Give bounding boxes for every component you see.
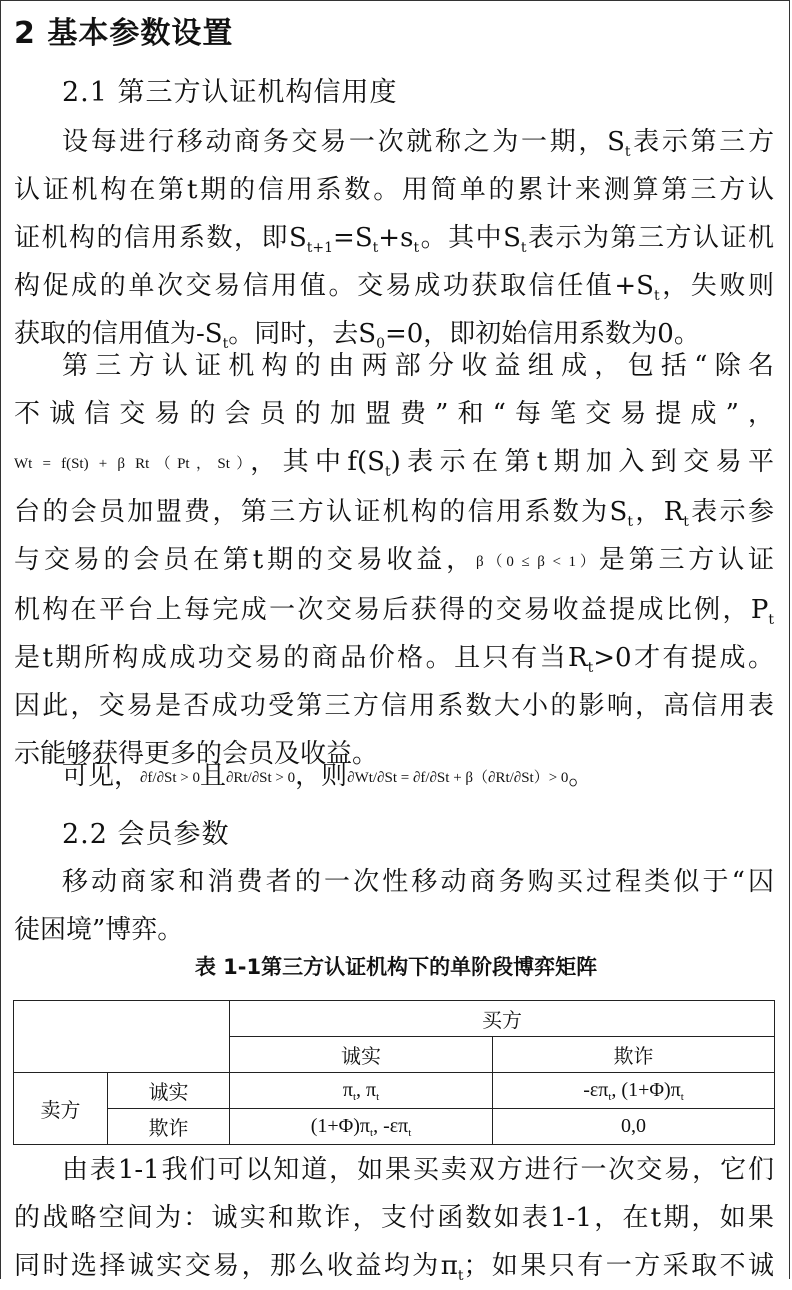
subsection-number: 2.2: [62, 819, 108, 850]
payoff-honest-cheat: $-\varepsilon\pi_t$, $(1+\Phi)\pi_t$: [493, 1073, 775, 1109]
buyer-cheat-header: 欺诈: [493, 1037, 775, 1073]
text-line: 的战略空间为：诚实和欺诈，支付函数如表1-1，在t期，如果: [14, 1203, 774, 1233]
beta-range-formula: β（0 ≤ β < 1）: [476, 554, 599, 570]
payoff-cheat-honest: $(1+\Phi)\pi_t$, $-\varepsilon\pi_t$: [230, 1109, 493, 1145]
subsection-title: 第三方认证机构信用度: [117, 77, 398, 108]
subsection-number: 2.1: [62, 77, 108, 108]
text-line: 认证机构在第t期的信用系数。用简单的累计来测算第三方认: [14, 175, 774, 205]
seller-header: 卖方: [14, 1073, 108, 1145]
table-row: [14, 1109, 775, 1145]
derivative-formula-1: ∂f/∂St > 0: [140, 770, 200, 786]
text-line: 是t期所构成成功交易的商品价格。且只有当$R_t>0$才有提成。: [14, 643, 774, 676]
text-line: 机构在平台上每完成一次交易后获得的交易收益提成比例，$P_t$: [14, 595, 774, 628]
seller-cheat-label: 欺诈: [108, 1109, 230, 1145]
text-line: 因此，交易是否成功受第三方信用系数大小的影响，高信用表: [14, 691, 774, 721]
buyer-header: 买方: [230, 1001, 775, 1037]
section-title: 基本参数设置: [47, 16, 234, 51]
subsection-heading-2-1: [62, 70, 398, 109]
text-line: 获取的信用值为$-S_t$。同时，去$S_0=0$，即初始信用系数为0。: [14, 319, 700, 352]
table-row: [14, 1001, 775, 1037]
section-heading: [14, 8, 233, 52]
subsection-heading-2-2: [62, 812, 230, 851]
paragraph-credit-definition: [14, 118, 774, 358]
paragraph-member-params: [14, 858, 774, 954]
game-matrix-table: [13, 1000, 775, 1145]
revenue-formula: Wt = f(St) + β Rt（Pt，St）: [14, 456, 251, 472]
text-line: 同时选择诚实交易，那么收益均为$\pi_t$；如果只有一方采取不诚: [14, 1251, 774, 1284]
table-corner-cell: [14, 1001, 230, 1073]
derivative-formula-3: ∂Wt/∂St = ∂f/∂St + β（∂Rt/∂St）> 0: [347, 770, 569, 786]
text-line: 第三方认证机构的由两部分收益组成，包括“除名: [62, 351, 774, 381]
table-caption: 表 1-1第三方认证机构下的单阶段博弈矩阵: [194, 955, 598, 979]
text-line: 徒困境”博弈。: [14, 915, 184, 945]
text-line: 证机构的信用系数，即$S_{t+1}=S_t+s_t$。其中$S_t$表示为第三方认证机: [14, 223, 775, 256]
text-line: 与交易的会员在第t期的交易收益，β（0 ≤ β < 1）是第三方认证: [14, 545, 774, 575]
text-line: 移动商家和消费者的一次性移动商务购买过程类似于“囚: [62, 867, 774, 897]
derivative-formula-2: ∂Rt/∂St > 0: [226, 770, 296, 786]
text-line: 设每进行移动商务交易一次就称之为一期，$S_t$表示第三方: [62, 127, 774, 160]
table-row: [14, 1073, 775, 1109]
text-line: 构促成的单次交易信用值。交易成功获取信任值$+S_t$，失败则: [14, 271, 774, 304]
subsection-title: 会员参数: [117, 819, 230, 850]
text-line: 示能够获得更多的会员及收益。: [14, 739, 379, 769]
section-number: 2: [14, 16, 36, 51]
text-line: 可见，∂f/∂St > 0且∂Rt/∂St > 0，则∂Wt/∂St = ∂f/∂St + β（∂Rt/∂St）> 0。: [62, 761, 595, 791]
seller-honest-label: 诚实: [108, 1073, 230, 1109]
paragraph-revenue: [14, 342, 774, 778]
buyer-honest-header: 诚实: [230, 1037, 493, 1073]
text-line: Wt = f(St) + β Rt（Pt，St），其中$f(S_t)$表示在第t期加入到交易平: [14, 447, 774, 480]
text-line: 由表1-1我们可以知道，如果买卖双方进行一次交易，它们: [62, 1155, 774, 1185]
payoff-honest-honest: $\pi_t$, $\pi_t$: [230, 1073, 493, 1109]
paragraph-strategy: [14, 1146, 774, 1290]
text-line: 不诚信交易的会员的加盟费”和“每笔交易提成”，: [14, 399, 774, 429]
paragraph-derivatives: [14, 752, 774, 802]
text-line: 台的会员加盟费，第三方认证机构的信用系数为$S_t$，$R_t$表示参: [14, 497, 774, 530]
payoff-cheat-cheat: 0,0: [493, 1109, 775, 1145]
